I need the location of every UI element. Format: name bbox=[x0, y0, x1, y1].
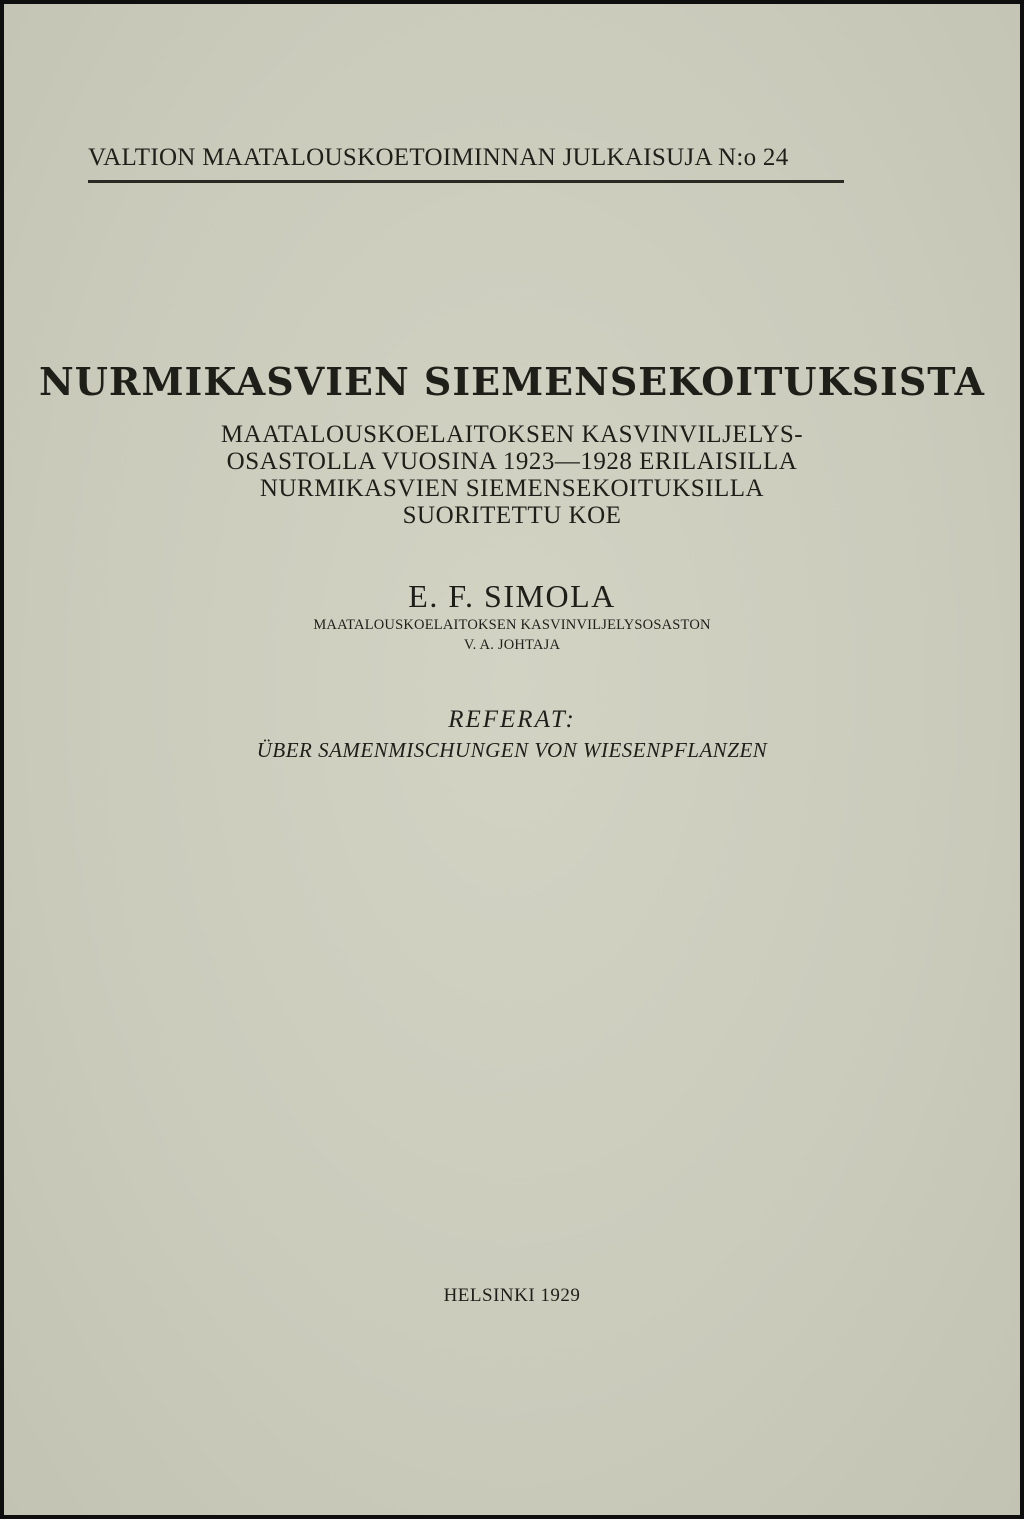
subtitle-block bbox=[4, 421, 1020, 529]
imprint: HELSINKI 1929 bbox=[443, 1285, 581, 1306]
title-page bbox=[4, 4, 1020, 1515]
subtitle-line: SUORITETTU KOE bbox=[402, 502, 622, 529]
document-title: NURMIKASVIEN SIEMENSEKOITUKSISTA bbox=[39, 359, 985, 404]
subtitle-line: NURMIKASVIEN SIEMENSEKOITUKSILLA bbox=[259, 475, 765, 502]
author-name: E. F. SIMOLA bbox=[408, 578, 616, 614]
series-header: VALTION MAATALOUSKOETOIMINNAN JULKAISUJA N:o 24 bbox=[88, 140, 844, 183]
affiliation-line: V. A. JOHTAJA bbox=[463, 637, 561, 653]
affiliation-line: MAATALOUSKOELAITOKSEN KASVINVILJELYSOSASTON bbox=[313, 617, 711, 633]
author-affiliation bbox=[4, 615, 1020, 655]
referat-title: ÜBER SAMENMISCHUNGEN VON WIESENPFLANZEN bbox=[256, 738, 768, 762]
subtitle-line: MAATALOUSKOELAITOKSEN KASVINVILJELYS- bbox=[220, 421, 804, 448]
subtitle-line: OSASTOLLA VUOSINA 1923—1928 ERILAISILLA bbox=[226, 448, 798, 475]
referat-label: REFERAT: bbox=[448, 706, 576, 733]
